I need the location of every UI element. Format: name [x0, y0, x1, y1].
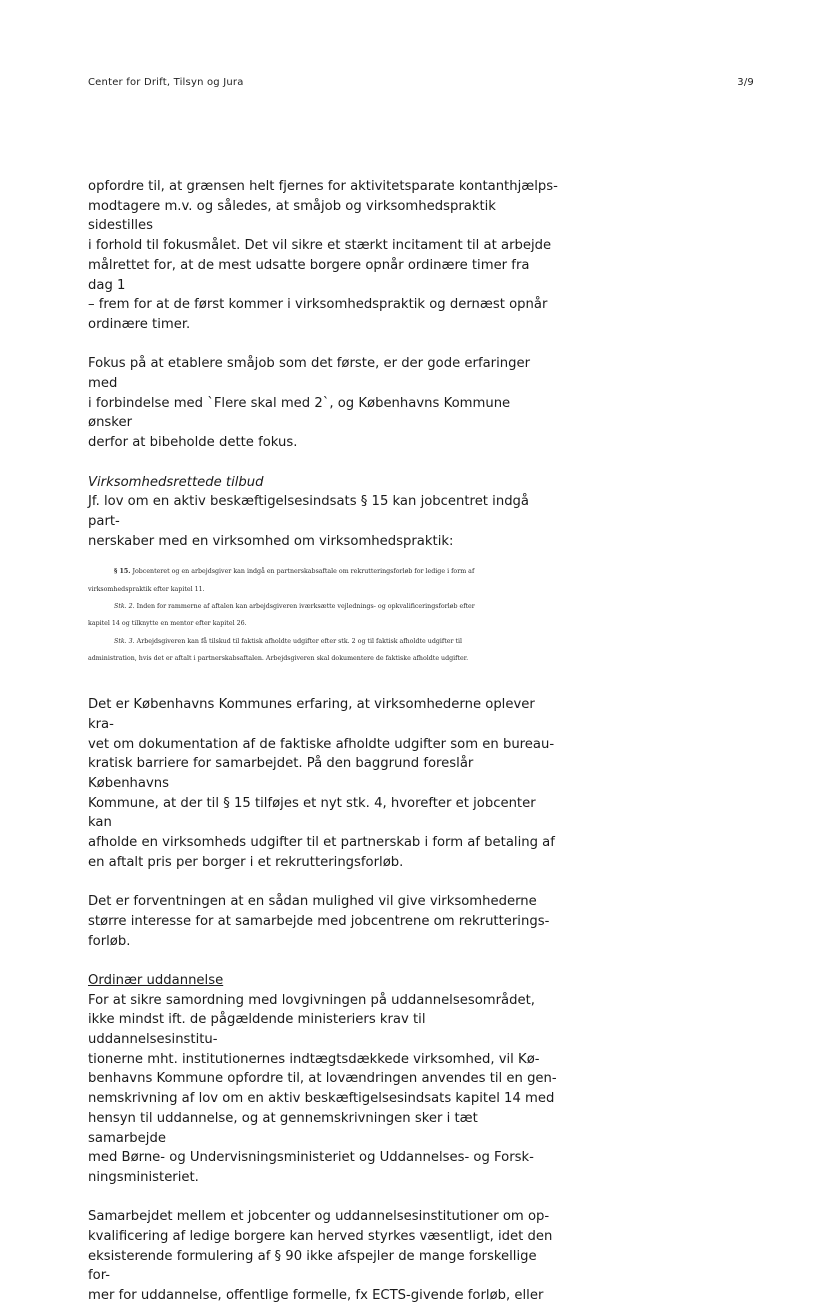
paragraph-gap [88, 667, 558, 695]
text-line: i forhold til fokusmålet. Det vil sikre et stærkt incitament til at arbejde [88, 238, 552, 254]
text-line: tionerne mht. institutionernes indtægtsdækkede virksomhed, vil Kø- [88, 1051, 540, 1067]
text-line: Kommune, at der til § 15 tilføjes et nyt stk. 4, hvorefter et jobcenter kan [88, 795, 536, 831]
text-line: Jf. lov om en aktiv beskæftigelsesindsats § 15 kan jobcentret indgå part- [88, 494, 530, 529]
text-line: større interesse for at samarbejde med jobcentrene om rekrutterings- [88, 913, 550, 929]
quote-line [88, 633, 558, 650]
text-line: Samarbejdet mellem et jobcenter og uddannelsesinstitutioner om op- [88, 1209, 550, 1225]
text-line: nerskaber med en virksomhed om virksomhedspraktik: [88, 533, 454, 549]
text-line: en aftalt pris per borger i et rekrutteringsforløb. [88, 854, 404, 870]
text-line: derfor at bibeholde dette fokus. [88, 435, 298, 451]
paragraph-fokus [88, 354, 558, 453]
text-line: hensyn til uddannelse, og at gennemskrivningen sker i tæt samarbejde [88, 1110, 478, 1146]
stk-label: Stk. 2. [114, 602, 135, 610]
text-line: benhavns Kommune opfordre til, at lovændringen anvendes til en gen- [88, 1071, 557, 1087]
paragraph-forventning [88, 892, 558, 951]
section-heading-ordinaer-uddannelse: Ordinær uddannelse [88, 972, 224, 988]
text-line: eksisterende formulering af § 90 ikke afspejler de mange forskellige for- [88, 1248, 537, 1284]
paragraph-gap [88, 1188, 558, 1208]
text-line: forløb. [88, 933, 131, 949]
document-body [88, 177, 558, 1306]
paragraph-gap [88, 951, 558, 971]
text-line: mer for uddannelse, offentlige formelle, fx ECTS-givende forløb, eller [88, 1288, 544, 1304]
text-line: modtagere m.v. og således, at småjob og virksomhedspraktik sidestilles [88, 198, 496, 234]
quote-text: Inden for rammerne af aftalen kan arbejdsgiveren iværksætte vejlednings- og opkvalificeringsforløb efter [134, 602, 475, 610]
organization-name: Center for Drift, Tilsyn og Jura [88, 77, 244, 88]
text-line: ningsministeriet. [88, 1169, 199, 1185]
text-line: målrettet for, at de mest udsatte borgere opnår ordinære timer fra dag 1 [88, 257, 530, 293]
quote-line [88, 598, 558, 615]
paragraph-jf-lov [88, 492, 558, 551]
quote-line: virksomhedspraktik efter kapitel 11. [88, 585, 205, 593]
law-quote-block [88, 563, 558, 667]
text-line: kratisk barriere for samarbejdet. På den baggrund foreslår Københavns [88, 756, 474, 791]
paragraph-samordning [88, 991, 558, 1188]
paragraph-samarbejdet [88, 1207, 558, 1306]
quote-line [88, 563, 558, 580]
section-label: § 15. [114, 568, 131, 576]
paragraph-gap [88, 335, 558, 355]
text-line: opfordre til, at grænsen helt fjernes for aktivitetsparate kontanthjælps- [88, 179, 558, 194]
text-line: vet om dokumentation af de faktiske afholdte udgifter som en bureau- [88, 736, 555, 752]
text-line: ikke mindst ift. de pågældende ministeriers krav til uddannelsesinstitu- [88, 1012, 426, 1048]
page-number: 3/9 [737, 77, 754, 88]
text-line: Fokus på at etablere småjob som det første, er der gode erfaringer med [88, 356, 531, 392]
text-line: nemskrivning af lov om en aktiv beskæftigelsesindsats kapitel 14 med [88, 1091, 555, 1107]
paragraph-grænse [88, 177, 558, 335]
paragraph-erfaring [88, 695, 558, 872]
text-line: Det er forventningen at en sådan mulighed vil give virksomhederne [88, 894, 537, 910]
paragraph-gap [88, 453, 558, 473]
text-line: med Børne- og Undervisningsministeriet og Uddannelses- og Forsk- [88, 1150, 534, 1166]
text-line: ordinære timer. [88, 316, 191, 332]
text-line: i forbindelse med `Flere skal med 2`, og Københavns Kommune ønsker [88, 395, 511, 431]
stk-label: Stk. 3. [114, 637, 135, 645]
text-line: afholde en virksomheds udgifter til et partnerskab i form af betaling af [88, 835, 555, 851]
section-heading-virksomhedsrettede: Virksomhedsrettede tilbud [88, 474, 264, 490]
quote-text: Jobcenteret og en arbejdsgiver kan indgå en partnerskabsaftale om rekrutteringsforløb for ledige i form af [130, 568, 475, 576]
quote-line: administration, hvis det er aftalt i partnerskabsaftalen. Arbejdsgiveren skal dokumentere de faktiske afholdte udgifter. [88, 654, 469, 662]
quote-line: kapitel 14 og tilknytte en mentor efter kapitel 26. [88, 620, 247, 628]
text-line: – frem for at de først kommer i virksomhedspraktik og dernæst opnår [88, 297, 548, 313]
quote-text: Arbejdsgiveren kan få tilskud til faktisk afholdte udgifter efter stk. 2 og til faktisk afholdte udgifter til [134, 637, 463, 645]
text-line: Det er Københavns Kommunes erfaring, at virksomhederne oplever kra- [88, 697, 535, 732]
text-line: For at sikre samordning med lovgivningen på uddannelsesområdet, [88, 992, 535, 1008]
paragraph-gap [88, 872, 558, 892]
text-line: kvalificering af ledige borgere kan herved styrkes væsentligt, idet den [88, 1229, 553, 1245]
